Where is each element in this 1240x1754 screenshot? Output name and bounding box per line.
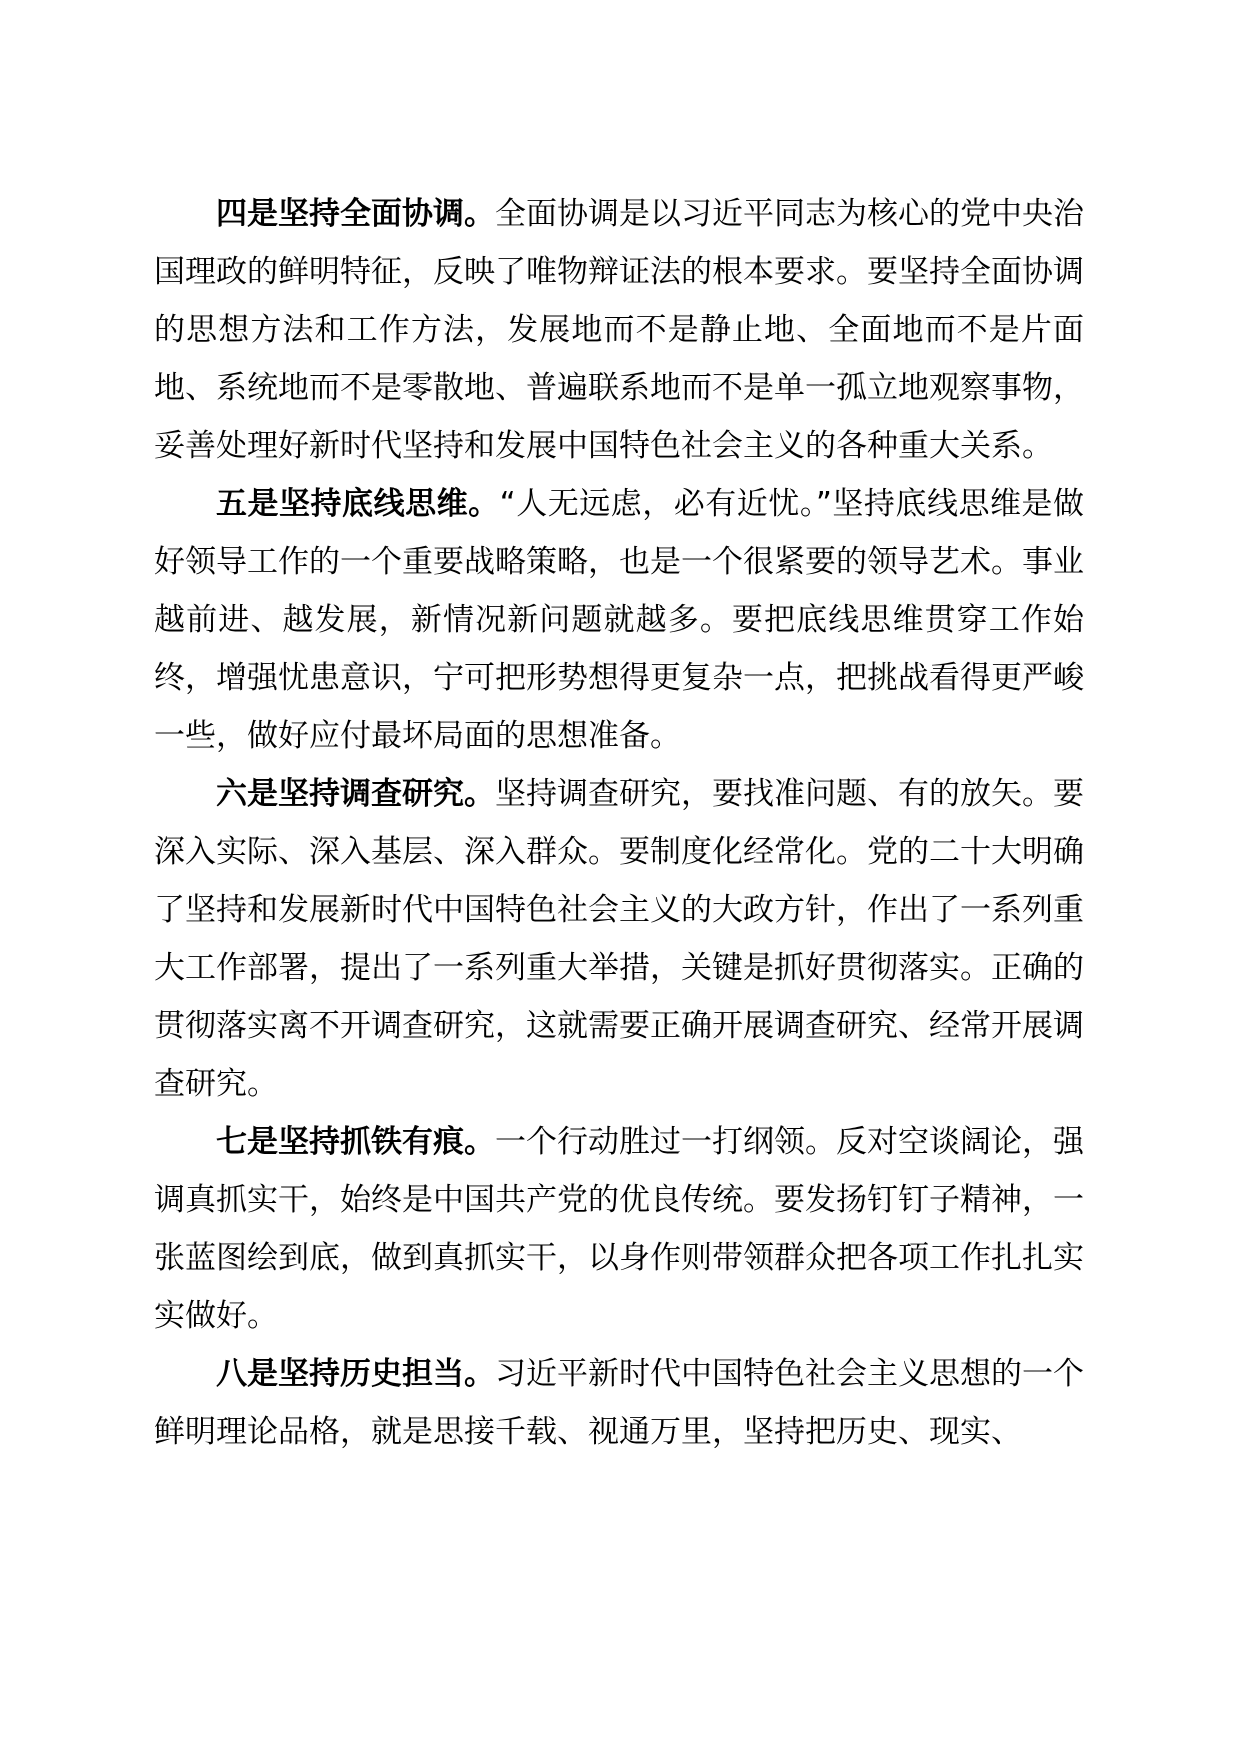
paragraph-text: 全面协调是以习近平同志为核心的党中央治国理政的鲜明特征，反映了唯物辩证法的根本要求。要坚持全面协调的思想方法和工作方法，发展地而不是静止地、全面地而不是片面地、系统地而不是零散地、普遍联系地而不是单一孤立地观察事物，妥善处理好新时代坚持和发展中国特色社会主义的各种重大关系。 [154,196,1084,464]
paragraph-heading: 八是坚持历史担当。 [216,1356,495,1392]
paragraph-text: 坚持调查研究，要找准问题、有的放矢。要深入实际、深入基层、深入群众。要制度化经常化。党的二十大明确了坚持和发展新时代中国特色社会主义的大政方针，作出了一系列重大工作部署，提出了一系列重大举措，关键是抓好贯彻落实。正确的贯彻落实离不开调查研究，这就需要正确开展调查研究、经常开展调查研究。 [154,776,1084,1102]
paragraph-bottom-line-thinking [154,475,1084,765]
paragraph-heading: 六是坚持调查研究。 [216,776,495,812]
paragraph-text: “人无远虑，必有近忧。”坚持底线思维是做好领导工作的一个重要战略策略，也是一个很紧要的领导艺术。事业越前进、越发展，新情况新问题就越多。要把底线思维贯穿工作始终，增强忧患意识，宁可把形势想得更复杂一点，把挑战看得更严峻一些，做好应付最坏局面的思想准备。 [154,486,1084,754]
paragraph-heading: 七是坚持抓铁有痕。 [216,1124,495,1160]
paragraph-comprehensive-coordination [154,185,1084,475]
document-body [154,185,1084,1461]
paragraph-heading: 四是坚持全面协调。 [216,196,495,232]
paragraph-solid-implementation [154,1113,1084,1345]
paragraph-text: 习近平新时代中国特色社会主义思想的一个鲜明理论品格，就是思接千载、视通万里，坚持把历史、现实、 [154,1356,1084,1450]
paragraph-historical-responsibility [154,1345,1084,1461]
paragraph-heading: 五是坚持底线思维。 [216,486,500,522]
paragraph-text: 一个行动胜过一打纲领。反对空谈阔论，强调真抓实干，始终是中国共产党的优良传统。要发扬钉钉子精神，一张蓝图绘到底，做到真抓实干，以身作则带领群众把各项工作扎扎实实做好。 [154,1124,1084,1334]
paragraph-investigation-research [154,765,1084,1113]
